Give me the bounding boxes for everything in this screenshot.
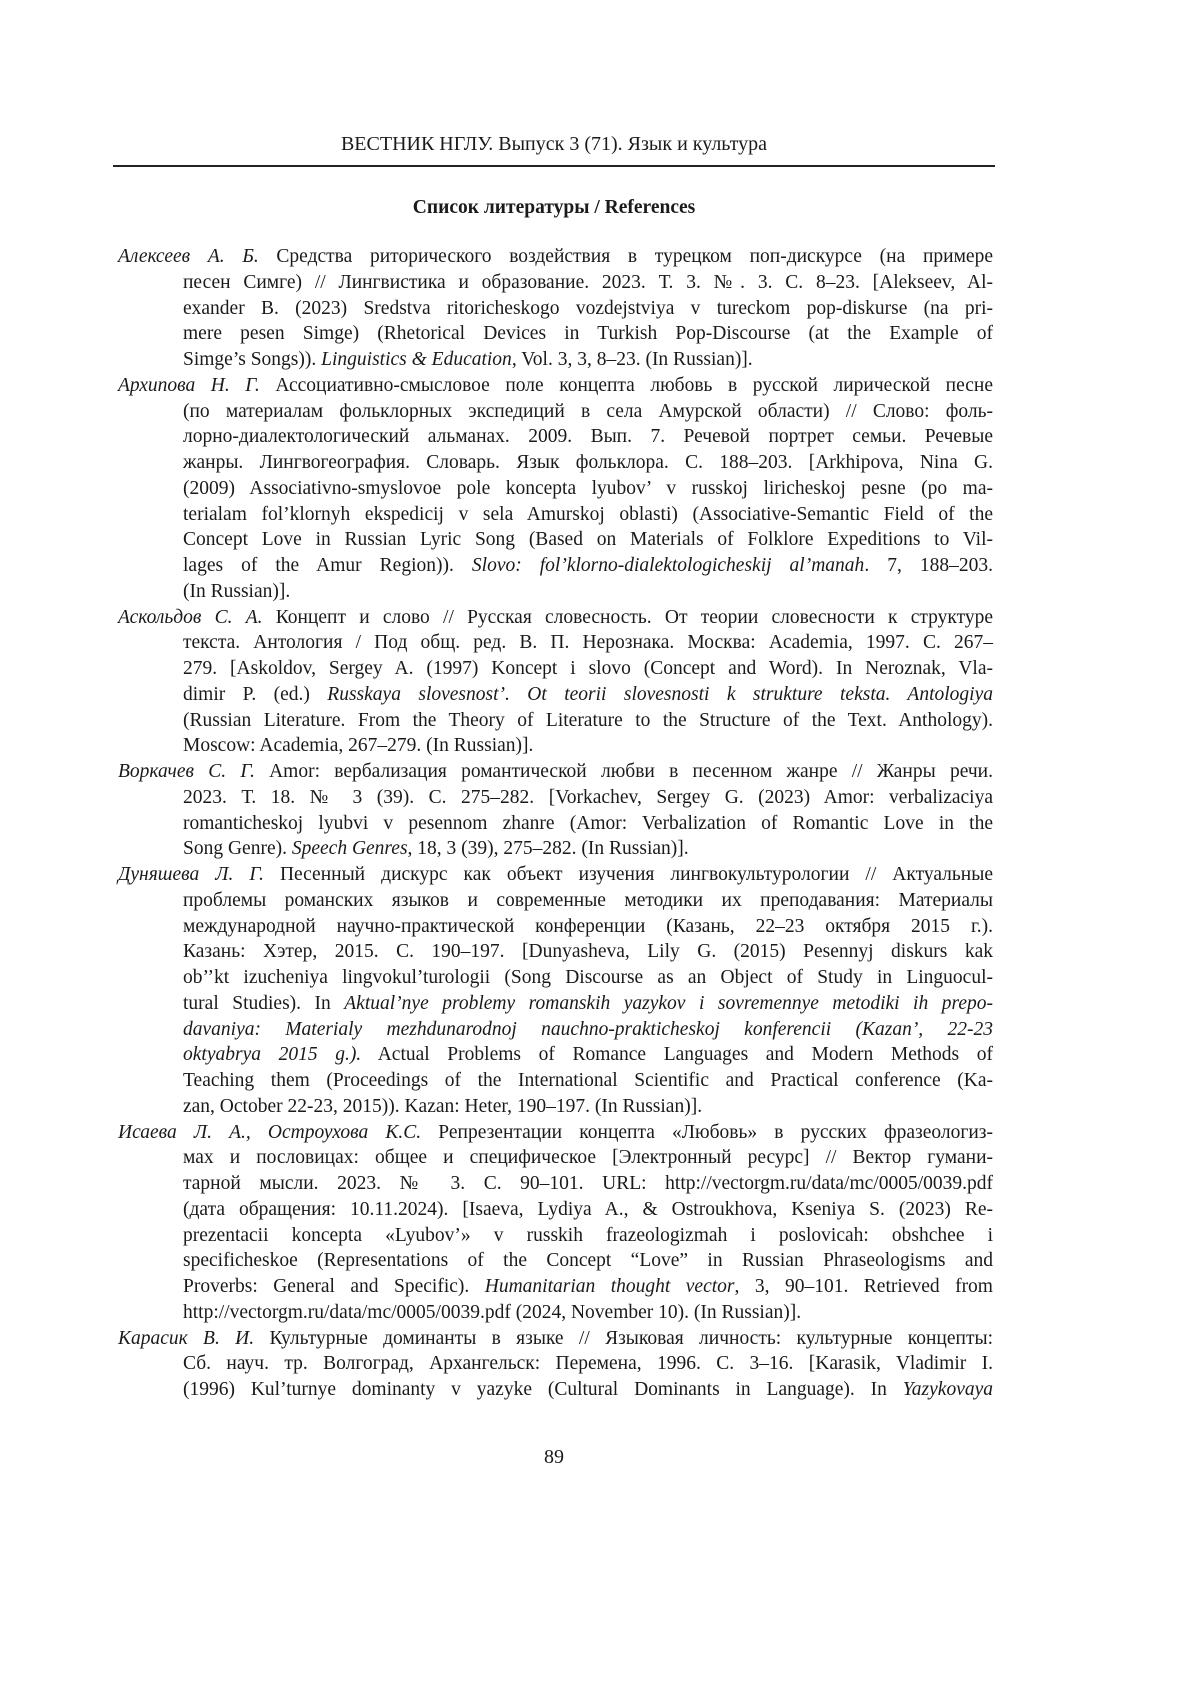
reference-entry bbox=[118, 605, 993, 760]
reference-line bbox=[183, 399, 993, 425]
reference-text: 2023. Т. 18. № 3 (39). С. 275–282. [Vorkachev, Sergey G. (2023) Amor: verbalizaciya bbox=[183, 787, 993, 808]
reference-line bbox=[183, 630, 993, 656]
reference-text: Средства риторического воздействия в турецком поп-дискурсе (на примере bbox=[259, 246, 993, 267]
reference-italic-title: Aktual’nye problemy romanskih yazykov i sovremennye metodiki ih prepo- bbox=[344, 993, 993, 1014]
reference-text: Proverbs: General and Specific). bbox=[183, 1276, 485, 1297]
reference-italic-title: Speech Genres bbox=[292, 838, 408, 859]
reference-line bbox=[183, 656, 993, 682]
reference-line bbox=[183, 682, 993, 708]
reference-text: http://vectorgm.ru/data/mc/0005/0039.pdf (2024, November 10). (In Russian)]. bbox=[183, 1302, 801, 1323]
reference-text: (2009) Associativno-smyslovoe pole koncepta lyubov’ v russkoj liricheskoj pesne (po ma- bbox=[183, 478, 993, 499]
reference-text: 279. [Askoldov, Sergey A. (1997) Koncept i slovo (Concept and Word). In Neroznak, Vla- bbox=[183, 658, 993, 679]
reference-line bbox=[183, 1042, 993, 1068]
reference-line bbox=[183, 347, 993, 373]
reference-entry bbox=[118, 244, 993, 373]
reference-line bbox=[183, 811, 993, 837]
reference-text: международной научно-практической конференции (Казань, 22–23 октября 2015 г.). bbox=[183, 916, 993, 937]
reference-line bbox=[183, 1171, 993, 1197]
reference-line bbox=[183, 708, 993, 734]
reference-line bbox=[183, 1248, 993, 1274]
reference-text: Teaching them (Proceedings of the International Scientific and Practical conference (Ka- bbox=[183, 1070, 993, 1091]
reference-entry bbox=[118, 862, 993, 1120]
reference-text: lages of the Amur Region)). bbox=[183, 555, 472, 576]
reference-text: terialam fol’klornyh ekspedicij v sela Amurskoj oblasti) (Associative-Semantic Field of the bbox=[183, 504, 993, 525]
reference-entry bbox=[118, 373, 993, 605]
reference-list bbox=[118, 244, 993, 1403]
reference-line bbox=[183, 733, 993, 759]
reference-authors: Карасик В. И. bbox=[118, 1328, 254, 1349]
reference-text: ob’’kt izucheniya lingvokul’turologii (Song Discourse as an Object of Study in Linguocul- bbox=[183, 967, 993, 988]
reference-line bbox=[183, 1377, 993, 1403]
reference-authors: Исаева Л. А., Остроухова К.С. bbox=[118, 1122, 421, 1143]
reference-text: mere pesen Simge) (Rhetorical Devices in Turkish Pop-Discourse (at the Example of bbox=[183, 323, 993, 344]
reference-line bbox=[183, 914, 993, 940]
reference-entry bbox=[118, 759, 993, 862]
reference-text: Культурные доминанты в языке // Языковая личность: культурные концепты: bbox=[254, 1328, 993, 1349]
reference-text: (1996) Kul’turnye dominanty v yazyke (Cultural Dominants in Language). In bbox=[183, 1379, 903, 1400]
reference-text: Concept Love in Russian Lyric Song (Based on Materials of Folklore Expeditions to Vil- bbox=[183, 529, 993, 550]
reference-italic-title: Slovo: fol’klorno-dialektologicheskij al’manah bbox=[472, 555, 864, 576]
reference-italic-title: Linguistics & Education bbox=[321, 349, 512, 370]
reference-text: (дата обращения: 10.11.2024). [Isaeva, Lydiya A., & Ostroukhova, Kseniya S. (2023) Re- bbox=[183, 1199, 993, 1220]
reference-text: Actual Problems of Romance Languages and Modern Methods of bbox=[361, 1044, 993, 1065]
reference-text: Simge’s Songs)). bbox=[183, 349, 321, 370]
reference-text: , Vol. 3, 3, 8–23. (In Russian)]. bbox=[512, 349, 753, 370]
reference-text: Song Genre). bbox=[183, 838, 292, 859]
reference-line bbox=[183, 476, 993, 502]
reference-line bbox=[118, 373, 993, 399]
reference-line bbox=[183, 1300, 993, 1326]
reference-text: Казань: Хэтер, 2015. С. 190–197. [Dunyasheva, Lily G. (2015) Pesennyj diskurs kak bbox=[183, 941, 993, 962]
reference-text: Amor: вербализация романтической любви в песенном жанре // Жанры речи. bbox=[255, 761, 993, 782]
reference-line bbox=[118, 759, 993, 785]
reference-line bbox=[183, 991, 993, 1017]
reference-text: , 18, 3 (39), 275–282. (In Russian)]. bbox=[408, 838, 689, 859]
reference-line bbox=[183, 553, 993, 579]
reference-text: жанры. Лингвогеография. Словарь. Язык фольклора. С. 188–203. [Arkhipova, Nina G. bbox=[183, 452, 993, 473]
reference-text: Ассоциативно-смысловое поле концепта любовь в русской лирической песне bbox=[260, 375, 993, 396]
reference-line bbox=[183, 836, 993, 862]
reference-line bbox=[183, 1351, 993, 1377]
reference-text: Репрезентации концепта «Любовь» в русских фразеологиз- bbox=[421, 1122, 993, 1143]
reference-line bbox=[183, 450, 993, 476]
reference-line bbox=[183, 1094, 993, 1120]
reference-text: (Russian Literature. From the Theory of Literature to the Structure of the Text. Anthology). bbox=[183, 710, 993, 731]
reference-line bbox=[118, 1120, 993, 1146]
section-heading: Список литературы / References bbox=[113, 195, 995, 221]
reference-italic-title: Humanitarian thought vector bbox=[485, 1276, 735, 1297]
reference-line bbox=[183, 424, 993, 450]
reference-text: (In Russian)]. bbox=[183, 581, 290, 602]
reference-text: Песенный дискурс как объект изучения лингвокультурологии // Актуальные bbox=[264, 864, 993, 885]
reference-line bbox=[183, 1145, 993, 1171]
reference-text: romanticheskoj lyubvi v pesennom zhanre (Amor: Verbalization of Romantic Love in the bbox=[183, 813, 993, 834]
reference-line bbox=[118, 605, 993, 631]
reference-text: specificheskoe (Representations of the Concept “Love” in Russian Phraseologisms and bbox=[183, 1250, 993, 1271]
reference-text: мах и пословицах: общее и специфическое [Электронный ресурс] // Вектор гумани- bbox=[183, 1147, 993, 1168]
reference-italic-title: oktyabrya 2015 g.). bbox=[183, 1044, 361, 1065]
reference-line bbox=[183, 579, 993, 605]
reference-italic-title: Russkaya slovesnost’. Ot teorii slovesnosti k strukture teksta. Antologiya bbox=[327, 684, 993, 705]
reference-text: exander B. (2023) Sredstva ritoricheskogo vozdejstviya v tureckom pop-diskurse (na pri- bbox=[183, 298, 993, 319]
reference-entry bbox=[118, 1326, 993, 1403]
reference-text: dimir P. (ed.) bbox=[183, 684, 327, 705]
reference-line bbox=[118, 244, 993, 270]
reference-line bbox=[183, 296, 993, 322]
reference-text: zan, October 22-23, 2015)). Kazan: Heter, 190–197. (In Russian)]. bbox=[183, 1096, 702, 1117]
reference-text: prezentacii koncepta «Lyubov’» v russkih frazeologizmah i poslovicah: obshchee i bbox=[183, 1225, 993, 1246]
reference-line bbox=[118, 862, 993, 888]
reference-text: Концепт и слово // Русская словесность. От теории словесности к структуре bbox=[262, 607, 993, 628]
running-head: ВЕСТНИК НГЛУ. Выпуск 3 (71). Язык и культура bbox=[113, 131, 995, 157]
page-number: 89 bbox=[113, 1444, 995, 1470]
reference-authors: Воркачев С. Г. bbox=[118, 761, 255, 782]
reference-text: Сб. науч. тр. Волгоград, Архангельск: Перемена, 1996. С. 3–16. [Karasik, Vladimir I. bbox=[183, 1353, 993, 1374]
reference-entry bbox=[118, 1120, 993, 1326]
reference-text: Moscow: Academia, 267–279. (In Russian)]. bbox=[183, 735, 533, 756]
reference-authors: Аскольдов С. А. bbox=[118, 607, 262, 628]
reference-text: тарной мысли. 2023. № 3. С. 90–101. URL: http://vectorgm.ru/data/mc/0005/0039.pdf bbox=[183, 1173, 993, 1194]
reference-text: песен Симге) // Лингвистика и образование. 2023. Т. 3. №. 3. С. 8–23. [Alekseev, Al- bbox=[183, 272, 993, 293]
reference-line bbox=[183, 270, 993, 296]
reference-text: проблемы романских языков и современные методики их преподавания: Материалы bbox=[183, 890, 993, 911]
reference-line bbox=[183, 1017, 993, 1043]
reference-text: , 3, 90–101. Retrieved from bbox=[735, 1276, 993, 1297]
reference-italic-title: Yazykovaya bbox=[903, 1379, 993, 1400]
reference-authors: Алексеев А. Б. bbox=[118, 246, 259, 267]
reference-text: . 7, 188–203. bbox=[864, 555, 993, 576]
reference-line bbox=[183, 527, 993, 553]
reference-authors: Дуняшева Л. Г. bbox=[118, 864, 264, 885]
reference-italic-title: davaniya: Materialy mezhdunarodnoj nauchno-prakticheskoj konferencii (Kazan’, 22-23 bbox=[183, 1019, 993, 1040]
reference-text: текста. Антология / Под общ. ред. В. П. Нерознака. Москва: Academia, 1997. С. 267– bbox=[183, 632, 993, 653]
reference-authors: Архипова Н. Г. bbox=[118, 375, 260, 396]
reference-text: лорно-диалектологический альманах. 2009. Вып. 7. Речевой портрет семьи. Речевые bbox=[183, 426, 993, 447]
reference-line bbox=[183, 785, 993, 811]
reference-line bbox=[183, 1274, 993, 1300]
reference-line bbox=[183, 965, 993, 991]
reference-line bbox=[183, 939, 993, 965]
reference-line bbox=[183, 1068, 993, 1094]
reference-line bbox=[183, 502, 993, 528]
reference-text: tural Studies). In bbox=[183, 993, 344, 1014]
header-rule bbox=[113, 165, 995, 167]
reference-line bbox=[183, 888, 993, 914]
reference-line bbox=[183, 321, 993, 347]
reference-text: (по материалам фольклорных экспедиций в села Амурской области) // Слово: фоль- bbox=[183, 401, 993, 422]
reference-line bbox=[183, 1223, 993, 1249]
reference-line bbox=[118, 1326, 993, 1352]
reference-line bbox=[183, 1197, 993, 1223]
